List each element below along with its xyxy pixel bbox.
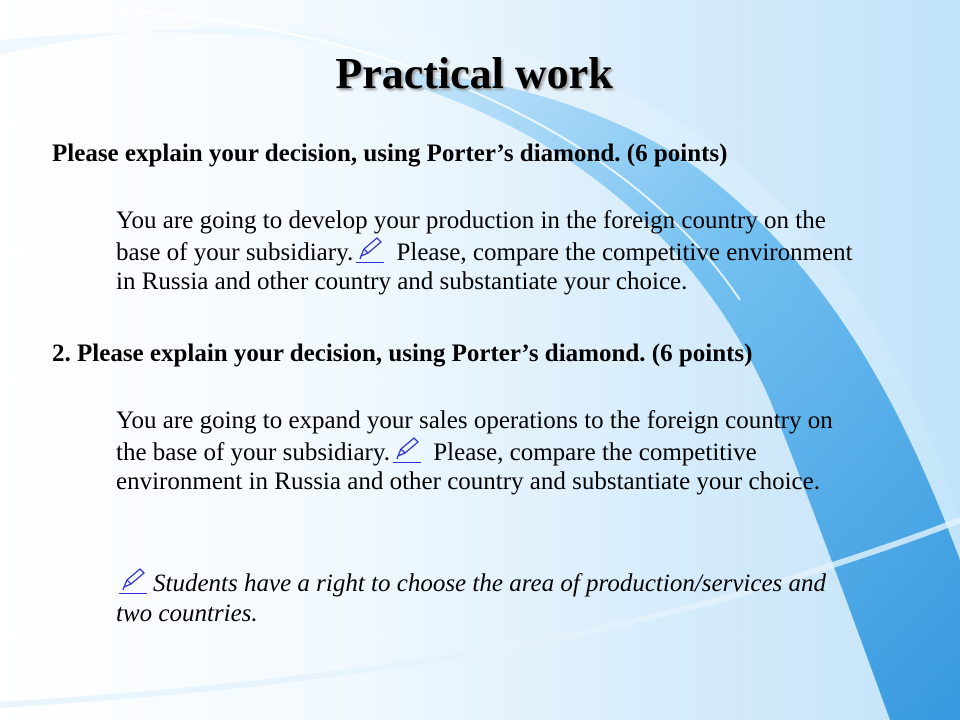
question-2-body-text-end: Please, compare the competitive environment in Russia and other country and substantiate your choice. (116, 438, 820, 495)
question-1-body (116, 206, 866, 297)
question-1-body-text-end: Please, compare the competitive environment in Russia and other country and substantiate your choice. (116, 238, 853, 295)
pencil-icon[interactable] (393, 436, 421, 463)
pencil-icon[interactable] (356, 236, 384, 263)
question-2-body (116, 406, 866, 497)
slide-title: Practical work (335, 49, 613, 98)
question-1-heading: Please explain your decision, using Porter’s diamond. (6 points) (52, 140, 728, 167)
pencil-icon[interactable] (119, 567, 147, 594)
question-2-body-text-start: You are going to expand your sales operations to the foreign country on the base of your subsidiary. (116, 407, 833, 466)
question-2-heading: 2. Please explain your decision, using Porter’s diamond. (6 points) (52, 340, 753, 367)
footnote-text: Students have a right to choose the area of production/services and two countries. (116, 570, 827, 627)
question-1-body-text-start: You are going to develop your production in the foreign country on the base of your subsidiary. (116, 207, 826, 266)
footnote (116, 567, 866, 628)
